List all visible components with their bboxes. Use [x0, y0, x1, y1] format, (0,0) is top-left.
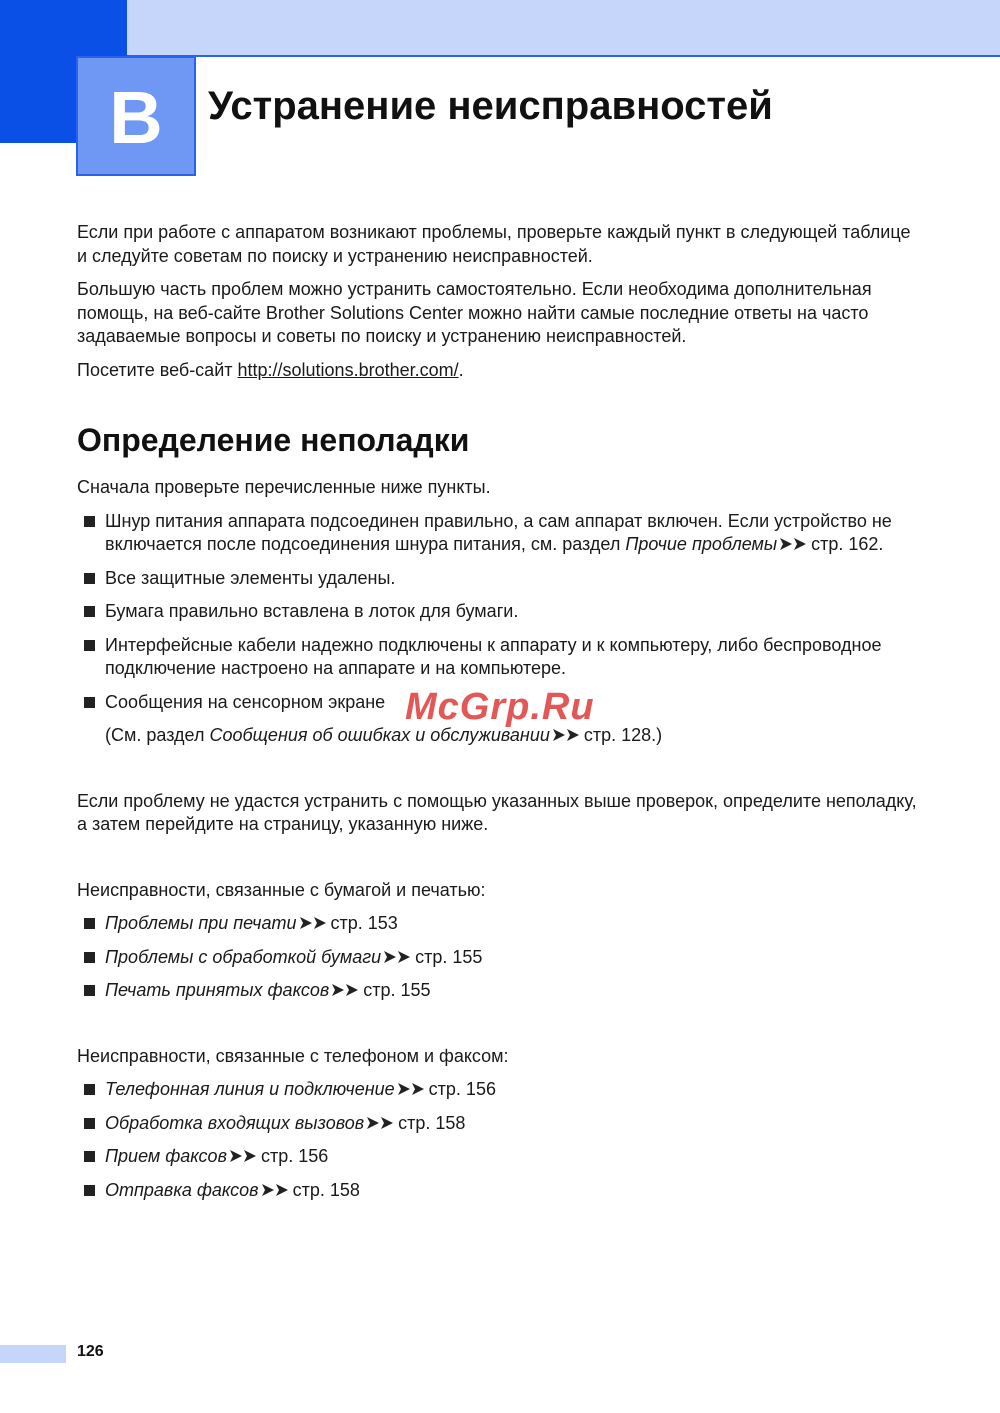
- double-arrow-icon: [229, 1150, 258, 1162]
- checklist-item: [77, 510, 917, 557]
- double-arrow-icon: [779, 538, 808, 550]
- bullet-square-icon: [84, 952, 95, 963]
- chapter-letter: B: [109, 76, 163, 159]
- checklist-item: [77, 567, 917, 591]
- double-arrow-icon: [552, 729, 581, 741]
- visit-suffix: .: [458, 359, 464, 380]
- solutions-link[interactable]: http://solutions.brother.com/: [237, 359, 459, 380]
- bullet-square-icon: [84, 606, 95, 617]
- cross-reference-link[interactable]: Обработка входящих вызовов: [105, 1112, 365, 1133]
- group-title: Неисправности, связанные с телефоном и факсом:: [77, 1045, 509, 1066]
- group-title: Неисправности, связанные с бумагой и печатью:: [77, 879, 486, 900]
- double-arrow-icon: [299, 917, 328, 929]
- note-prefix: (См. раздел: [105, 725, 210, 745]
- checklist-text: Интерфейсные кабели надежно подключены к аппарату и к компьютеру, либо беспроводное подключение настроено на аппарате и на компьютере.: [105, 634, 882, 678]
- checklist-item: [77, 600, 917, 624]
- intro-paragraph-2: Большую часть проблем можно устранить самостоятельно. Если необходима дополнительная помощь, на веб-сайте Brother Solutions Center можно найти самые последние ответы на часто задаваемые вопросы и советы по поиску и устранению неисправностей.: [77, 279, 872, 346]
- paper-print-issues-list: [77, 912, 917, 1003]
- bullet-square-icon: [84, 1151, 95, 1162]
- issue-item: [77, 1179, 917, 1203]
- cross-reference-link[interactable]: Сообщения об ошибках и обслуживании: [209, 725, 550, 745]
- cross-reference-link[interactable]: Прочие проблемы: [625, 534, 778, 554]
- page-number: 126: [77, 1343, 104, 1360]
- chapter-badge: [76, 56, 196, 176]
- followup-paragraph: Если проблему не удастся устранить с помощью указанных выше проверок, определите неполадку, а затем перейдите на страницу, указанную ниже.: [77, 790, 917, 834]
- issue-item: [77, 912, 917, 936]
- chapter-title: Устранение неисправностей: [208, 84, 773, 128]
- bullet-square-icon: [84, 573, 95, 584]
- bullet-square-icon: [84, 697, 95, 708]
- visit-prefix: Посетите веб-сайт: [77, 359, 238, 380]
- issue-item: [77, 1112, 917, 1136]
- double-arrow-icon: [331, 984, 360, 996]
- intro-paragraph-1: Если при работе с аппаратом возникают проблемы, проверьте каждый пункт в следующей таблице и следуйте советам по поиску и устранению неисправностей.: [77, 222, 911, 266]
- cross-reference-link[interactable]: Прием факсов: [105, 1146, 227, 1166]
- page-reference: стр. 153: [330, 913, 398, 933]
- bullet-square-icon: [84, 1118, 95, 1129]
- section-lead: Сначала проверьте перечисленные ниже пункты.: [77, 477, 491, 497]
- header-band: [127, 0, 1000, 55]
- checklist-item: [77, 634, 917, 681]
- bullet-square-icon: [84, 640, 95, 651]
- issue-item: [77, 1078, 917, 1102]
- checklist: [77, 510, 917, 715]
- bullet-square-icon: [84, 985, 95, 996]
- cross-reference-link[interactable]: Печать принятых факсов: [105, 980, 330, 1000]
- header-divider: [127, 55, 1000, 57]
- visit-website-line: [77, 359, 917, 383]
- bullet-square-icon: [84, 516, 95, 527]
- cross-reference-link[interactable]: Отправка факсов: [105, 1179, 259, 1200]
- page-reference: стр. 156: [428, 1079, 496, 1099]
- checklist-text: Шнур питания аппарата подсоединен правильно, а сам аппарат включен. Если устройство не включается после подсоединения шнура питания, см. раздел: [105, 510, 892, 554]
- bullet-square-icon: [84, 1084, 95, 1095]
- page-reference: стр. 158: [292, 1179, 360, 1200]
- bullet-square-icon: [84, 918, 95, 929]
- page-reference: стр. 162.: [811, 534, 884, 554]
- footer-bar: [0, 1345, 66, 1363]
- cross-reference-link[interactable]: Проблемы при печати: [105, 913, 297, 933]
- page-reference: стр. 156: [260, 1146, 329, 1166]
- page-reference: стр. 155: [363, 980, 431, 1000]
- checklist-text: Бумага правильно вставлена в лоток для бумаги.: [105, 601, 519, 621]
- page-reference: стр. 128.): [583, 725, 663, 745]
- issue-item: [77, 946, 917, 970]
- bullet-square-icon: [84, 1185, 95, 1196]
- checklist-text: Все защитные элементы удалены.: [105, 567, 396, 588]
- phone-fax-issues-list: [77, 1078, 917, 1202]
- page-reference: стр. 155: [415, 946, 483, 967]
- double-arrow-icon: [366, 1117, 395, 1129]
- issue-item: [77, 1145, 917, 1169]
- watermark: McGrp.Ru: [405, 686, 595, 728]
- issue-item: [77, 979, 917, 1003]
- double-arrow-icon: [397, 1083, 426, 1095]
- cross-reference-link[interactable]: Проблемы с обработкой бумаги: [105, 946, 382, 967]
- section-heading: Определение неполадки: [77, 422, 470, 458]
- double-arrow-icon: [383, 951, 412, 963]
- double-arrow-icon: [261, 1184, 290, 1196]
- page-reference: стр. 158: [398, 1112, 466, 1133]
- cross-reference-link[interactable]: Телефонная линия и подключение: [105, 1079, 395, 1099]
- checklist-text: Сообщения на сенсорном экране: [105, 691, 386, 712]
